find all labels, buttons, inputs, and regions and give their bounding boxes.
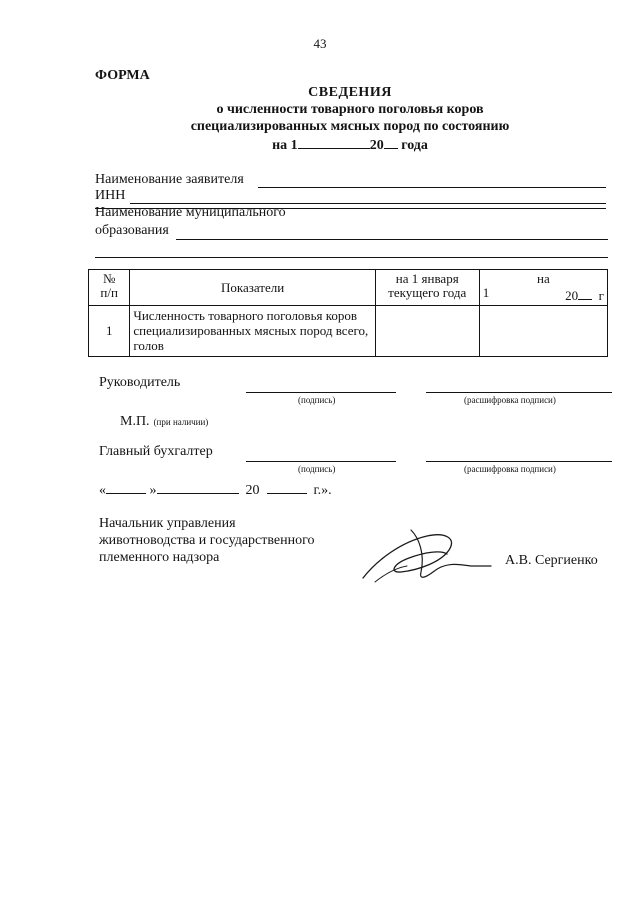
title-date-year: 20 [369,138,384,153]
applicant-field-line[interactable] [258,187,606,188]
accountant-label: Главный бухгалтер [99,444,213,459]
header-january-line-2: текущего года [388,285,467,300]
municipality-label-line-2: образования [95,223,169,238]
title-date-suffix: года [401,138,428,153]
stamp-label: М.П. [120,414,150,429]
date-close-quote: » [149,483,157,498]
inn-label: ИНН [95,188,126,203]
head-label: Руководитель [99,375,181,390]
page-number: 43 [313,36,327,51]
head-signature-line[interactable] [246,392,396,393]
footer-line-1: Начальник управления [99,516,236,531]
municipality-label-line-1: Наименование муниципального [95,205,286,220]
head-decoding-caption: (расшифровка подписи) [464,395,556,405]
footer-line-2: животноводства и государственного [99,533,315,548]
row-on-date-value[interactable] [479,306,607,357]
title-line-2: специализированных мясных пород по состоянию [190,119,510,134]
title-line-1: о численности товарного поголовья коров [216,102,484,117]
accountant-decoding-line[interactable] [426,461,612,462]
applicant-label: Наименование заявителя [95,172,244,187]
accountant-signature-line[interactable] [246,461,396,462]
municipality-field-line-2[interactable] [95,257,608,258]
title-date-blank-1[interactable] [298,135,370,149]
header-on-date-line-1: на [537,271,550,286]
inn-field-line[interactable] [130,203,606,204]
header-number-line-1: № [102,271,116,286]
title-date-prefix: на 1 [272,138,298,153]
title-date-blank-2[interactable] [384,135,398,149]
footer-line-3: племенного надзора [99,550,220,565]
header-number-line-2: п/п [100,285,118,300]
accountant-signature-caption: (подпись) [298,464,336,474]
date-day-blank[interactable] [106,480,146,494]
header-on-year-blank[interactable] [578,286,592,300]
table-row [89,306,608,357]
header-january-line-1: на 1 января [395,271,459,286]
document-title [150,84,550,154]
header-january [375,270,479,306]
date-suffix: г.». [313,483,332,498]
stamp-block [120,412,208,430]
date-month-blank[interactable] [157,480,239,494]
date-line [99,480,332,499]
row-january-value[interactable] [375,306,479,357]
header-on-suffix: г [598,288,604,303]
table-header-row [89,270,608,306]
header-on-date-line-2 [483,286,604,303]
head-decoding-line[interactable] [426,392,612,393]
date-open-quote: « [99,483,106,498]
form-label: ФОРМА [95,68,150,83]
header-on-day: 1 [482,285,490,300]
title-line-3 [150,135,550,154]
accountant-decoding-caption: (расшифровка подписи) [464,464,556,474]
title-main: СВЕДЕНИЯ [308,85,392,100]
indicators-table [88,269,608,357]
municipality-field-line[interactable] [176,239,608,240]
date-year: 20 [245,483,260,498]
stamp-note: (при наличии) [153,417,209,427]
header-on-date [479,270,607,306]
row-indicator: Численность товарного поголовья коров специализированных мясных пород всего, голов [130,306,375,357]
head-signature-caption: (подпись) [298,395,336,405]
handwritten-signature [355,520,495,592]
date-year-blank[interactable] [267,480,307,494]
header-on-year: 20 [565,288,579,303]
header-indicators: Показатели [130,270,375,306]
signatory-name: А.В. Сергиенко [505,553,598,568]
footer-position [99,515,314,566]
header-number [89,270,130,306]
row-number: 1 [89,306,130,357]
